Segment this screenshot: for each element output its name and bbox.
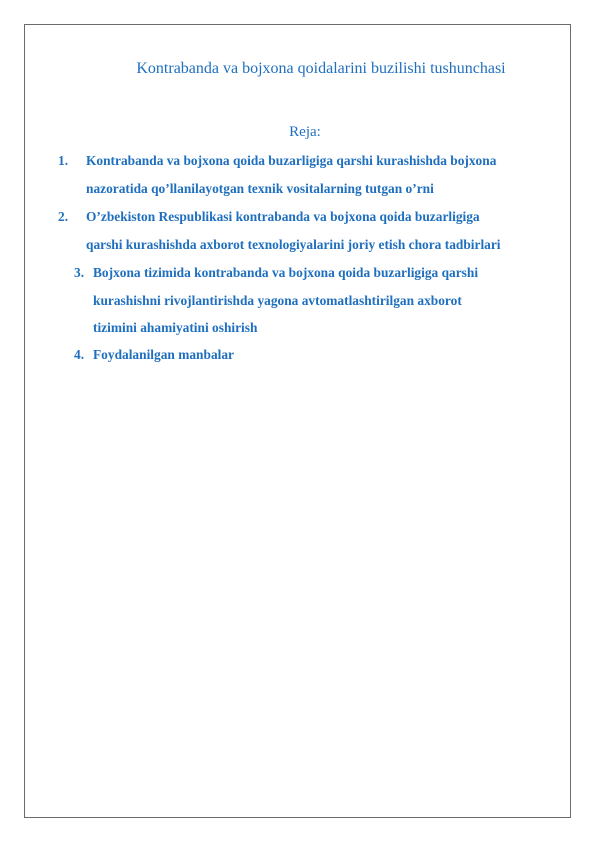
plan-item-number: 1. bbox=[58, 153, 69, 168]
plan-item-line: tizimini ahamiyatini oshirish bbox=[93, 320, 258, 335]
plan-heading: Reja: bbox=[289, 124, 321, 140]
document-title: Kontrabanda va bojxona qoidalarini buzilishi tushunchasi bbox=[136, 60, 506, 77]
plan-item-line: qarshi kurashishda axborot texnologiyalarini joriy etish chora tadbirlari bbox=[86, 237, 501, 252]
plan-item-number: 2. bbox=[58, 209, 69, 224]
plan-item-number: 3. bbox=[74, 265, 85, 280]
page-border bbox=[24, 24, 571, 818]
plan-item-line: Kontrabanda va bojxona qoida buzarligiga qarshi kurashishda bojxona bbox=[86, 153, 497, 168]
plan-item-line: Foydalanilgan manbalar bbox=[93, 347, 235, 362]
plan-item-line: nazoratida qo’llanilayotgan texnik vositalarning tutgan o’rni bbox=[86, 181, 434, 196]
plan-item-number: 4. bbox=[74, 347, 85, 362]
plan-item-line: O’zbekiston Respublikasi kontrabanda va bojxona qoida buzarligiga bbox=[86, 209, 480, 224]
plan-item-line: kurashishni rivojlantirishda yagona avtomatlashtirilgan axborot bbox=[93, 293, 462, 308]
plan-item-line: Bojxona tizimida kontrabanda va bojxona qoida buzarligiga qarshi bbox=[93, 265, 479, 280]
